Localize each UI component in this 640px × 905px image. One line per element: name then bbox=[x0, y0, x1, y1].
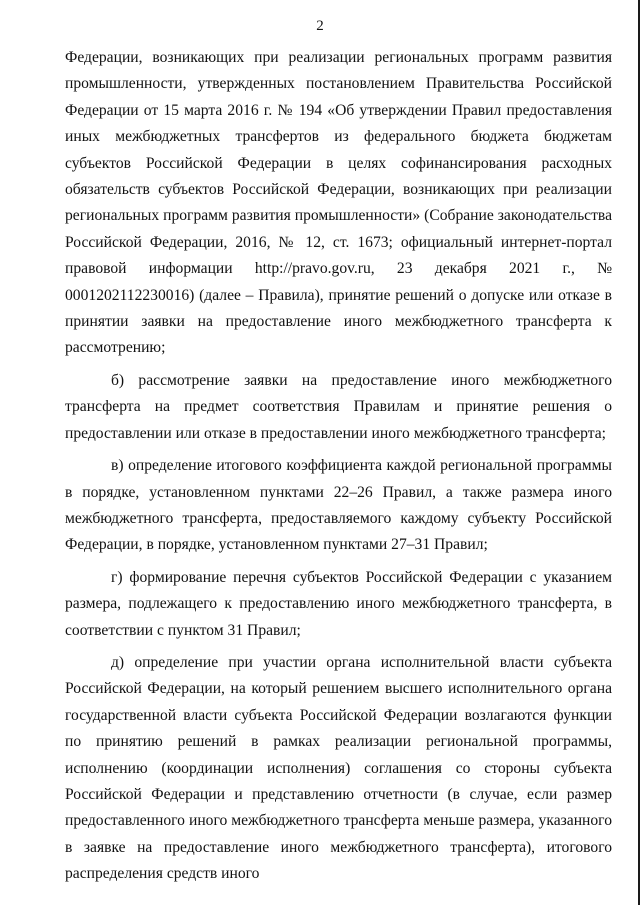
document-body bbox=[65, 45, 612, 888]
paragraph-continuation: Федерации, возникающих при реализации региональных программ развития промышленности, утвержденных постановлением Правительства Российской Федерации от 15 марта 2016 г. № 194 «Об утверждении Правил предоставления иных межбюджетных трансфертов из федерального бюджета бюджетам субъектов Российской Федерации в целях софинансирования расходных обязательств субъектов Российской Федерации, возникающих при реализации региональных программ развития промышленности» (Собрание законодательства Российской Федерации, 2016, № 12, ст. 1673; официальный интернет-портал правовой информации http://pravo.gov.ru, 23 декабря 2021 г., № 0001202112230016) (далее – Правила), принятие решений о допуске или отказе в принятии заявки на предоставление иного межбюджетного трансферта к рассмотрению; bbox=[65, 49, 612, 357]
paragraph-d: д) определение при участии органа исполнительной власти субъекта Российской Федерации, на который решением высшего исполнительного органа государственной власти субъекта Российской Федерации возлагаются функции по принятию решений в рамках реализации региональной программы, исполнению (координации исполнения) соглашения со стороны субъекта Российской Федерации и представлению отчетности (в случае, если размер предоставленного иного межбюджетного трансферта меньше размера, указанного в заявке на предоставление иного межбюджетного трансферта), итогового распределения средств иного bbox=[65, 653, 612, 883]
paragraph-b: б) рассмотрение заявки на предоставление иного межбюджетного трансферта на предмет соответствия Правилам и принятие решения о предоставлении или отказе в предоставлении иного межбюджетного трансферта; bbox=[65, 371, 612, 442]
paragraph-g: г) формирование перечня субъектов Российской Федерации с указанием размера, подлежащего к предоставлению иного межбюджетного трансферта, в соответствии с пунктом 31 Правил; bbox=[65, 568, 612, 639]
page-number: 2 bbox=[316, 18, 324, 34]
paragraph-v: в) определение итогового коэффициента каждой региональной программы в порядке, установленном пунктами 22–26 Правил, а также размера иного межбюджетного трансферта, предоставляемого каждому субъекту Российской Федерации, в порядке, установленном пунктами 27–31 Правил; bbox=[65, 457, 612, 554]
